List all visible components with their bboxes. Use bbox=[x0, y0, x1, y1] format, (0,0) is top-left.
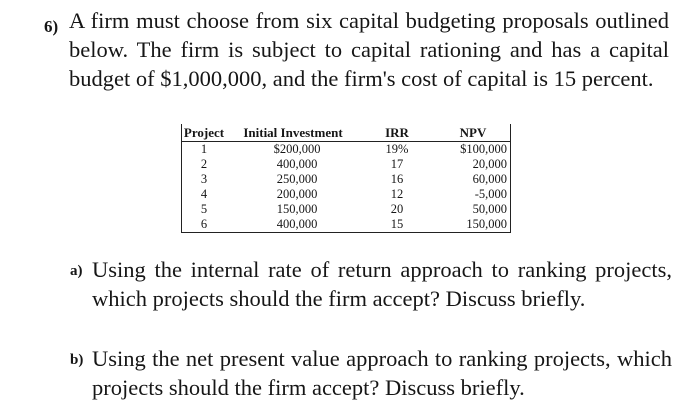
proposals-table bbox=[181, 124, 511, 233]
table-row bbox=[181, 142, 511, 158]
cell-project: 5 bbox=[200, 202, 208, 216]
part-a-label: a) bbox=[70, 263, 83, 279]
cell-npv: 150,000 bbox=[466, 217, 507, 231]
question-text: A firm must choose from six capital budgeting proposals outlined below. The firm is subject to capital rationing and has a capital budget of $1,000,000, and the firm's cost of capital is 15 percent. bbox=[69, 8, 669, 91]
cell-investment: 150,000 bbox=[276, 202, 318, 216]
cell-project: 1 bbox=[200, 142, 208, 156]
cell-npv: -5,000 bbox=[474, 187, 507, 201]
table-row bbox=[181, 157, 511, 172]
part-b-label: b) bbox=[70, 352, 84, 368]
cell-investment: $200,000 bbox=[273, 142, 321, 156]
table-header-row bbox=[181, 124, 511, 142]
cell-investment: 400,000 bbox=[276, 157, 318, 171]
table-row bbox=[181, 217, 511, 233]
header-initial-investment: Initial Investment bbox=[227, 124, 359, 142]
table-row bbox=[181, 202, 511, 217]
header-irr: IRR bbox=[359, 124, 435, 142]
capital-budgeting-table bbox=[181, 124, 511, 233]
part-b-text: Using the net present value approach to ranking projects, which projects should the firm accept? Discuss briefly. bbox=[92, 346, 672, 400]
cell-npv: 60,000 bbox=[472, 172, 507, 186]
cell-project: 4 bbox=[200, 187, 208, 201]
cell-irr: 20 bbox=[390, 202, 404, 216]
cell-irr: 19% bbox=[385, 142, 409, 156]
cell-investment: 200,000 bbox=[276, 187, 318, 201]
cell-project: 3 bbox=[200, 172, 208, 186]
cell-npv: 20,000 bbox=[472, 157, 507, 171]
cell-irr: 12 bbox=[390, 187, 404, 201]
cell-investment: 400,000 bbox=[276, 217, 318, 231]
cell-project: 2 bbox=[200, 157, 208, 171]
cell-irr: 16 bbox=[390, 172, 404, 186]
cell-investment: 250,000 bbox=[276, 172, 318, 186]
header-project: Project bbox=[181, 124, 227, 142]
cell-project: 6 bbox=[200, 217, 208, 231]
cell-irr: 15 bbox=[390, 217, 404, 231]
header-npv: NPV bbox=[435, 124, 511, 142]
cell-irr: 17 bbox=[390, 157, 404, 171]
part-a-text: Using the internal rate of return approach to ranking projects, which projects should the firm accept? Discuss briefly. bbox=[92, 257, 672, 311]
cell-npv: 50,000 bbox=[472, 202, 507, 216]
cell-npv: $100,000 bbox=[460, 142, 507, 156]
table-row bbox=[181, 172, 511, 187]
table-row bbox=[181, 187, 511, 202]
question-number: 6) bbox=[44, 17, 59, 36]
